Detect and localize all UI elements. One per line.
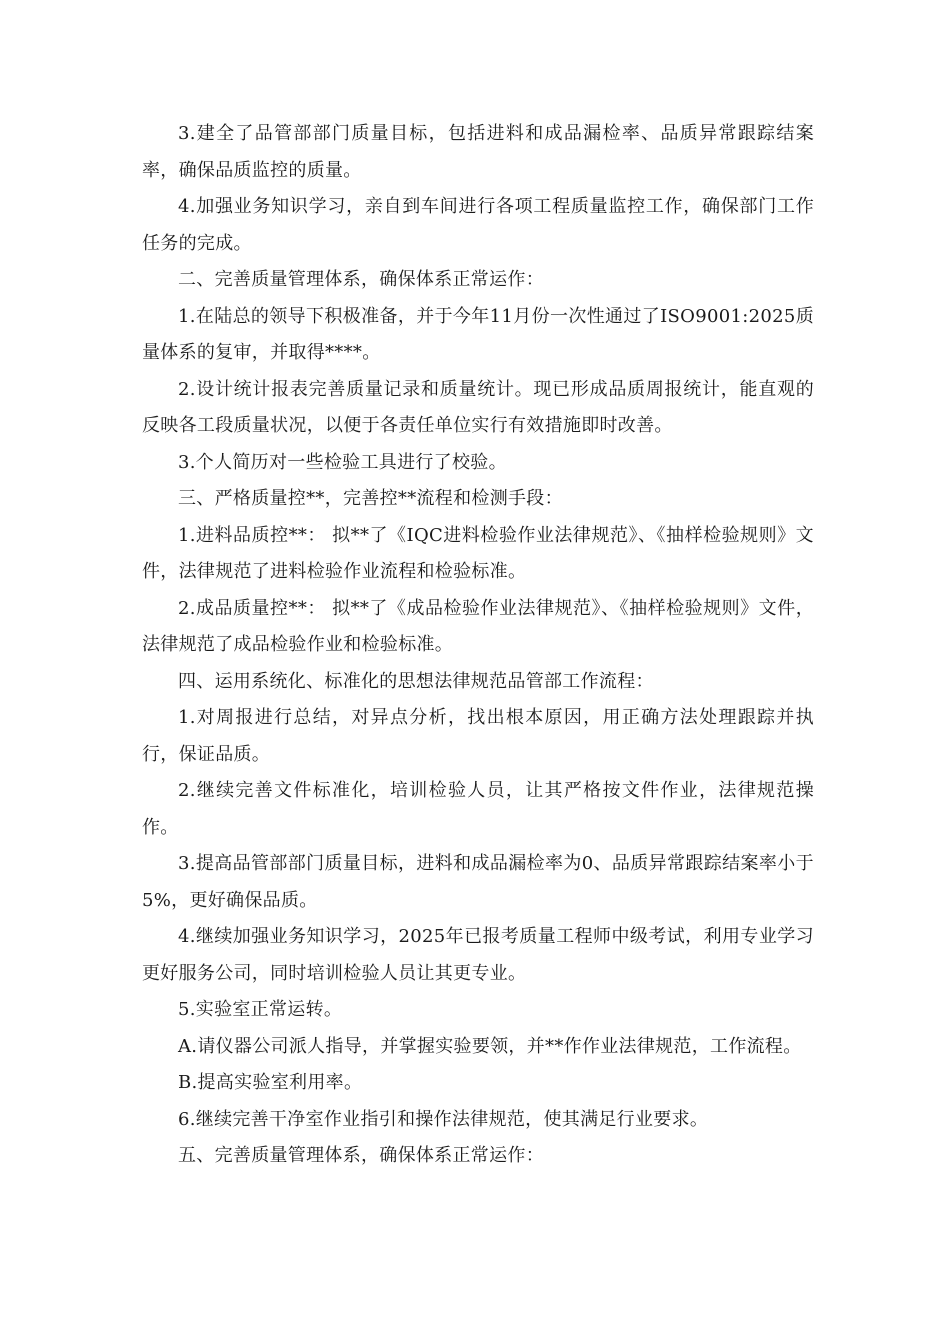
paragraph-4: 2.设计统计报表完善质量记录和质量统计。现已形成品质周报统计，能直观的反映各工段质量状况，以便于各责任单位实行有效措施即时改善。 [142, 378, 814, 436]
paragraph-7: 2.成品质量控**： 拟**了《成品检验作业法律规范》、《抽样检验规则》文件，法律规范了成品检验作业和检验标准。 [142, 597, 814, 655]
paragraph-11: 4.继续加强业务知识学习，2025年已报考质量工程师中级考试，利用专业学习更好服务公司，同时培训检验人员让其更专业。 [142, 926, 814, 984]
paragraph-1: 3.建全了品管部部门质量目标，包括进料和成品漏检率、品质异常跟踪结案率，确保品质监控的质量。 [142, 123, 814, 181]
document-body [142, 116, 814, 1175]
section-heading-2: 二、完善质量管理体系，确保体系正常运作： [178, 269, 544, 290]
paragraph-10: 3.提高品管部部门质量目标，进料和成品漏检率为0、品质异常跟踪结案率小于5%，更好确保品质。 [142, 853, 814, 911]
section-heading-5: 五、完善质量管理体系，确保体系正常运作： [178, 1145, 544, 1166]
section-heading-4: 四、运用系统化、标准化的思想法律规范品管部工作流程： [178, 670, 654, 692]
paragraph-15: 6.继续完善干净室作业指引和操作法律规范，使其满足行业要求。 [178, 1108, 709, 1130]
paragraph-3: 1.在陆总的领导下积极准备，并于今年11月份一次性通过了ISO9001:2025质量体系的复审，并取得****。 [142, 305, 814, 363]
paragraph-8: 1.对周报进行总结，对异点分析，找出根本原因，用正确方法处理跟踪并执行，保证品质。 [142, 707, 814, 765]
paragraph-6: 1.进料品质控**： 拟**了《IQC进料检验作业法律规范》、《抽样检验规则》文件，法律规范了进料检验作业流程和检验标准。 [142, 524, 814, 582]
paragraph-14: B.提高实验室利用率。 [178, 1072, 363, 1093]
section-heading-3: 三、严格质量控**，完善控**流程和检测手段： [178, 488, 563, 509]
paragraph-13: A.请仪器公司派人指导，并掌握实验要领，并**作作业法律规范，工作流程。 [178, 1035, 802, 1057]
paragraph-5: 3.个人简历对一些检验工具进行了校验。 [178, 451, 507, 473]
paragraph-9: 2.继续完善文件标准化，培训检验人员，让其严格按文件作业，法律规范操作。 [142, 780, 814, 838]
paragraph-2: 4.加强业务知识学习，亲自到车间进行各项工程质量监控工作，确保部门工作任务的完成。 [142, 196, 814, 254]
paragraph-12: 5.实验室正常运转。 [178, 999, 343, 1020]
